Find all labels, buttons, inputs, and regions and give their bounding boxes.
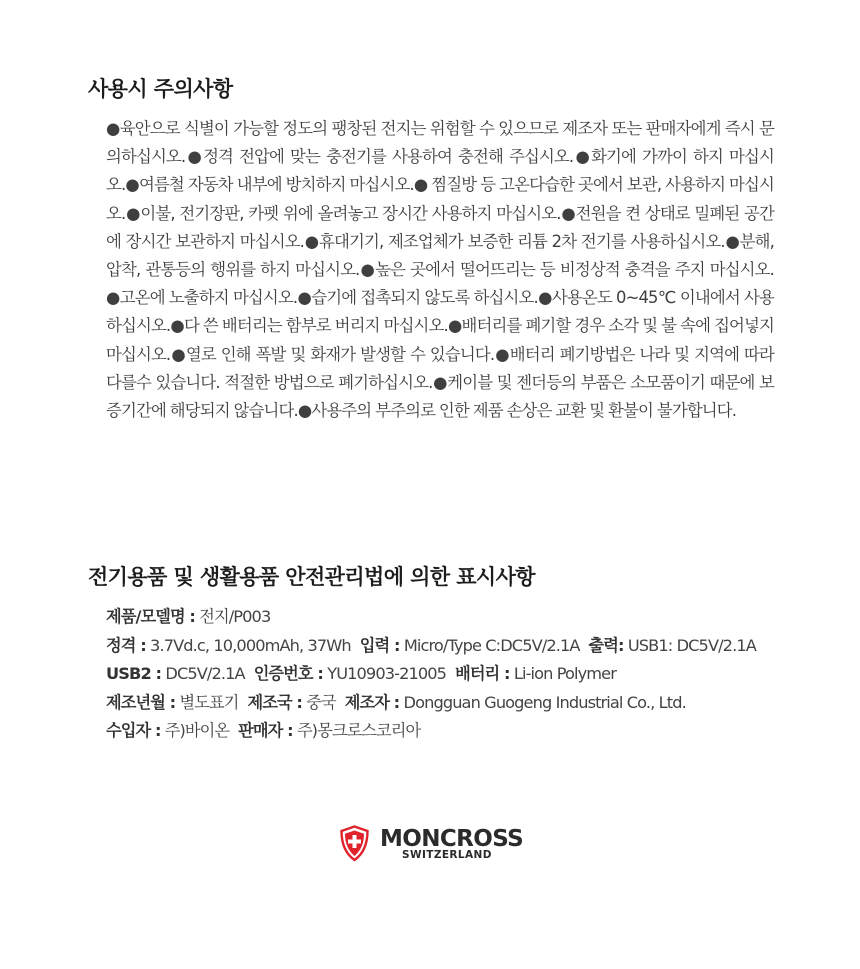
spec-value: Dongguan Guogeng Industrial Co., Ltd.	[403, 692, 686, 712]
spec-value: 중국	[306, 692, 336, 712]
spec-list	[106, 603, 774, 746]
logo-brand-name: MONCROSS	[380, 826, 524, 852]
spec-label: 제조국 :	[247, 692, 302, 712]
safety-label-section	[88, 562, 774, 746]
spec-label: 제조자 :	[344, 692, 400, 712]
spec-value: 별도표기	[179, 692, 239, 712]
spec-value: YU10903-21005	[327, 664, 447, 683]
spec-line	[106, 717, 774, 746]
spec-label: 출력:	[588, 635, 624, 655]
safety-label-title: 전기용품 및 생활용품 안전관리법에 의한 표시사항	[88, 565, 535, 589]
usage-cautions-section	[88, 74, 774, 425]
logo-brand-subtitle: SWITZERLAND	[402, 849, 492, 861]
spec-value: 3.7Vd.c, 10,000mAh, 37Wh	[150, 635, 351, 655]
spec-label: 정격 :	[106, 635, 146, 655]
spec-value: Li-ion Polymer	[513, 664, 616, 683]
spec-value: DC5V/2.1A	[165, 664, 245, 683]
spec-value: USB1: DC5V/2.1A	[627, 635, 756, 655]
spec-label: 수입자 :	[106, 721, 161, 740]
usage-cautions-title: 사용시 주의사항	[88, 77, 233, 101]
spec-line	[106, 660, 774, 689]
moncross-logo	[339, 825, 529, 865]
spec-line	[106, 689, 774, 718]
spec-label: USB2 :	[106, 664, 162, 683]
spec-line	[106, 603, 774, 632]
spec-label: 제품/모델명 :	[106, 607, 196, 626]
spec-line	[106, 632, 774, 661]
spec-value: Micro/Type C:DC5V/2.1A	[403, 635, 580, 655]
spec-label: 제조년월 :	[106, 692, 176, 712]
spec-label: 배터리 :	[455, 664, 510, 683]
usage-cautions-text: ●육안으로 식별이 가능할 정도의 팽창된 전지는 위험할 수 있으므로 제조자 또는 판매자에게 즉시 문의하십시오.●정격 전압에 맞는 충전기를 사용하여 충전해 주십시오.●화기에 가까이 하지 마십시오.●여름철 자동차 내부에 방치하지 마십시오.● 찜질방 등 고온다습한 곳에서 보관, 사용하지 마십시오.●이불, 전기장판, 카펫 위에 올려놓고 장시간 사용하지 마십시오.●전원을 켠 상태로 밀폐된 공간에 장시간 보관하지 마십시오.●휴대기기, 제조업체가 보증한 리튬 2차 전기를 사용하십시오.●분해, 압착, 관통등의 행위를 하지 마십시오.●높은 곳에서 떨어뜨리는 등 비정상적 충격을 주지 마십시오. ●고온에 노출하지 마십시오.●습기에 접촉되지 않도록 하십시오.●사용온도 0~45℃ 이내에서 사용하십시오.●다 쓴 배터리는 함부로 버리지 마십시오.●배터리를 폐기할 경우 소각 및 불 속에 집어넣지 마십시오.●열로 인해 폭발 및 화재가 발생할 수 있습니다.●배터리 폐기방법은 나라 및 지역에 따라 다를수 있습니다. 적절한 방법으로 폐기하십시오.●케이블 및 젠더등의 부품은 소모품이기 때문에 보증기간에 해당되지 않습니다.●사용주의 부주의로 인한 제품 손상은 교환 및 환불이 불가합니다.	[106, 119, 774, 421]
spec-label: 판매자 :	[238, 721, 293, 740]
spec-value: 전지/P003	[199, 607, 271, 626]
swiss-shield-icon	[339, 825, 370, 862]
spec-label: 입력 :	[359, 635, 400, 655]
spec-label: 인증번호 :	[253, 664, 323, 683]
spec-value: 주)몽크로스코리아	[296, 721, 421, 740]
spec-value: 주)바이온	[164, 721, 230, 740]
